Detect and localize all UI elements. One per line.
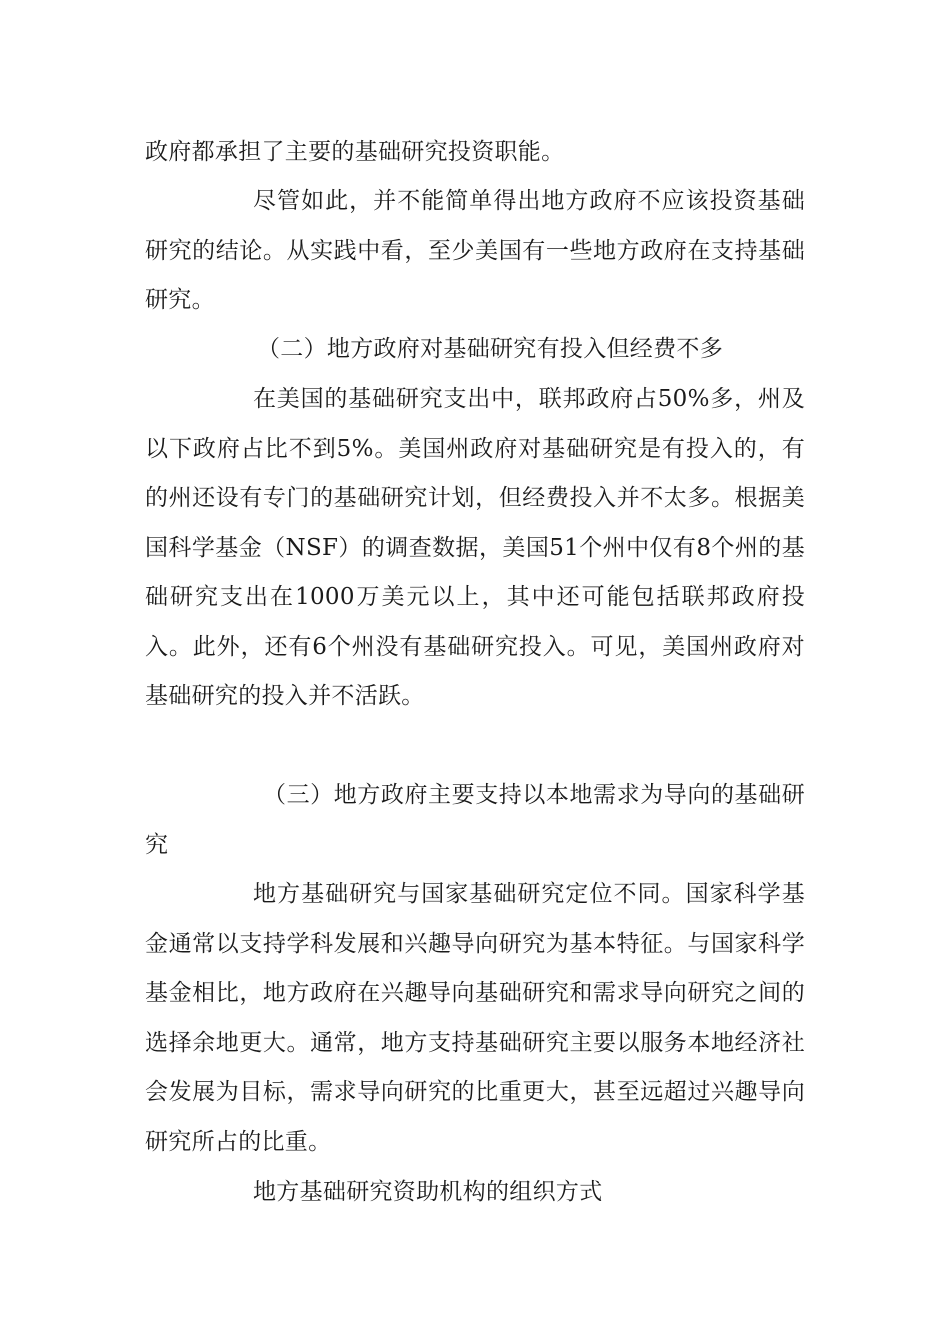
paragraph-local-research: 地方基础研究与国家基础研究定位不同。国家科学基金通常以支持学科发展和兴趣导向研究为基本特征。与国家科学基金相比，地方政府在兴趣导向基础研究和需求导向研究之间的选择余地更大。通常，地方支持基础研究主要以服务本地经济社会发展为目标，需求导向研究的比重更大，甚至远超过兴趣导向研究所占的比重。	[145, 881, 805, 1155]
paragraph-continuation: 政府都承担了主要的基础研究投资职能。	[145, 139, 565, 165]
section-heading-3: （三）地方政府主要支持以本地需求为导向的基础研究	[145, 782, 805, 858]
section-heading-2: （二）地方政府对基础研究有投入但经费不多	[257, 336, 723, 362]
paragraph-us-funding: 在美国的基础研究支出中，联邦政府占50%多，州及以下政府占比不到5%。美国州政府对基础研究是有投入的，有的州还设有专门的基础研究计划，但经费投入并不太多。根据美国科学基金（NSF）的调查数据，美国51个州中仅有8个州的基础研究支出在1000万美元以上，其中还可能包括联邦政府投入。此外，还有6个州没有基础研究投入。可见，美国州政府对基础研究的投入并不活跃。	[145, 386, 805, 709]
paragraph-conclusion: 尽管如此，并不能简单得出地方政府不应该投资基础研究的结论。从实践中看，至少美国有一些地方政府在支持基础研究。	[145, 188, 805, 313]
subheading-organization: 地方基础研究资助机构的组织方式	[253, 1179, 603, 1205]
